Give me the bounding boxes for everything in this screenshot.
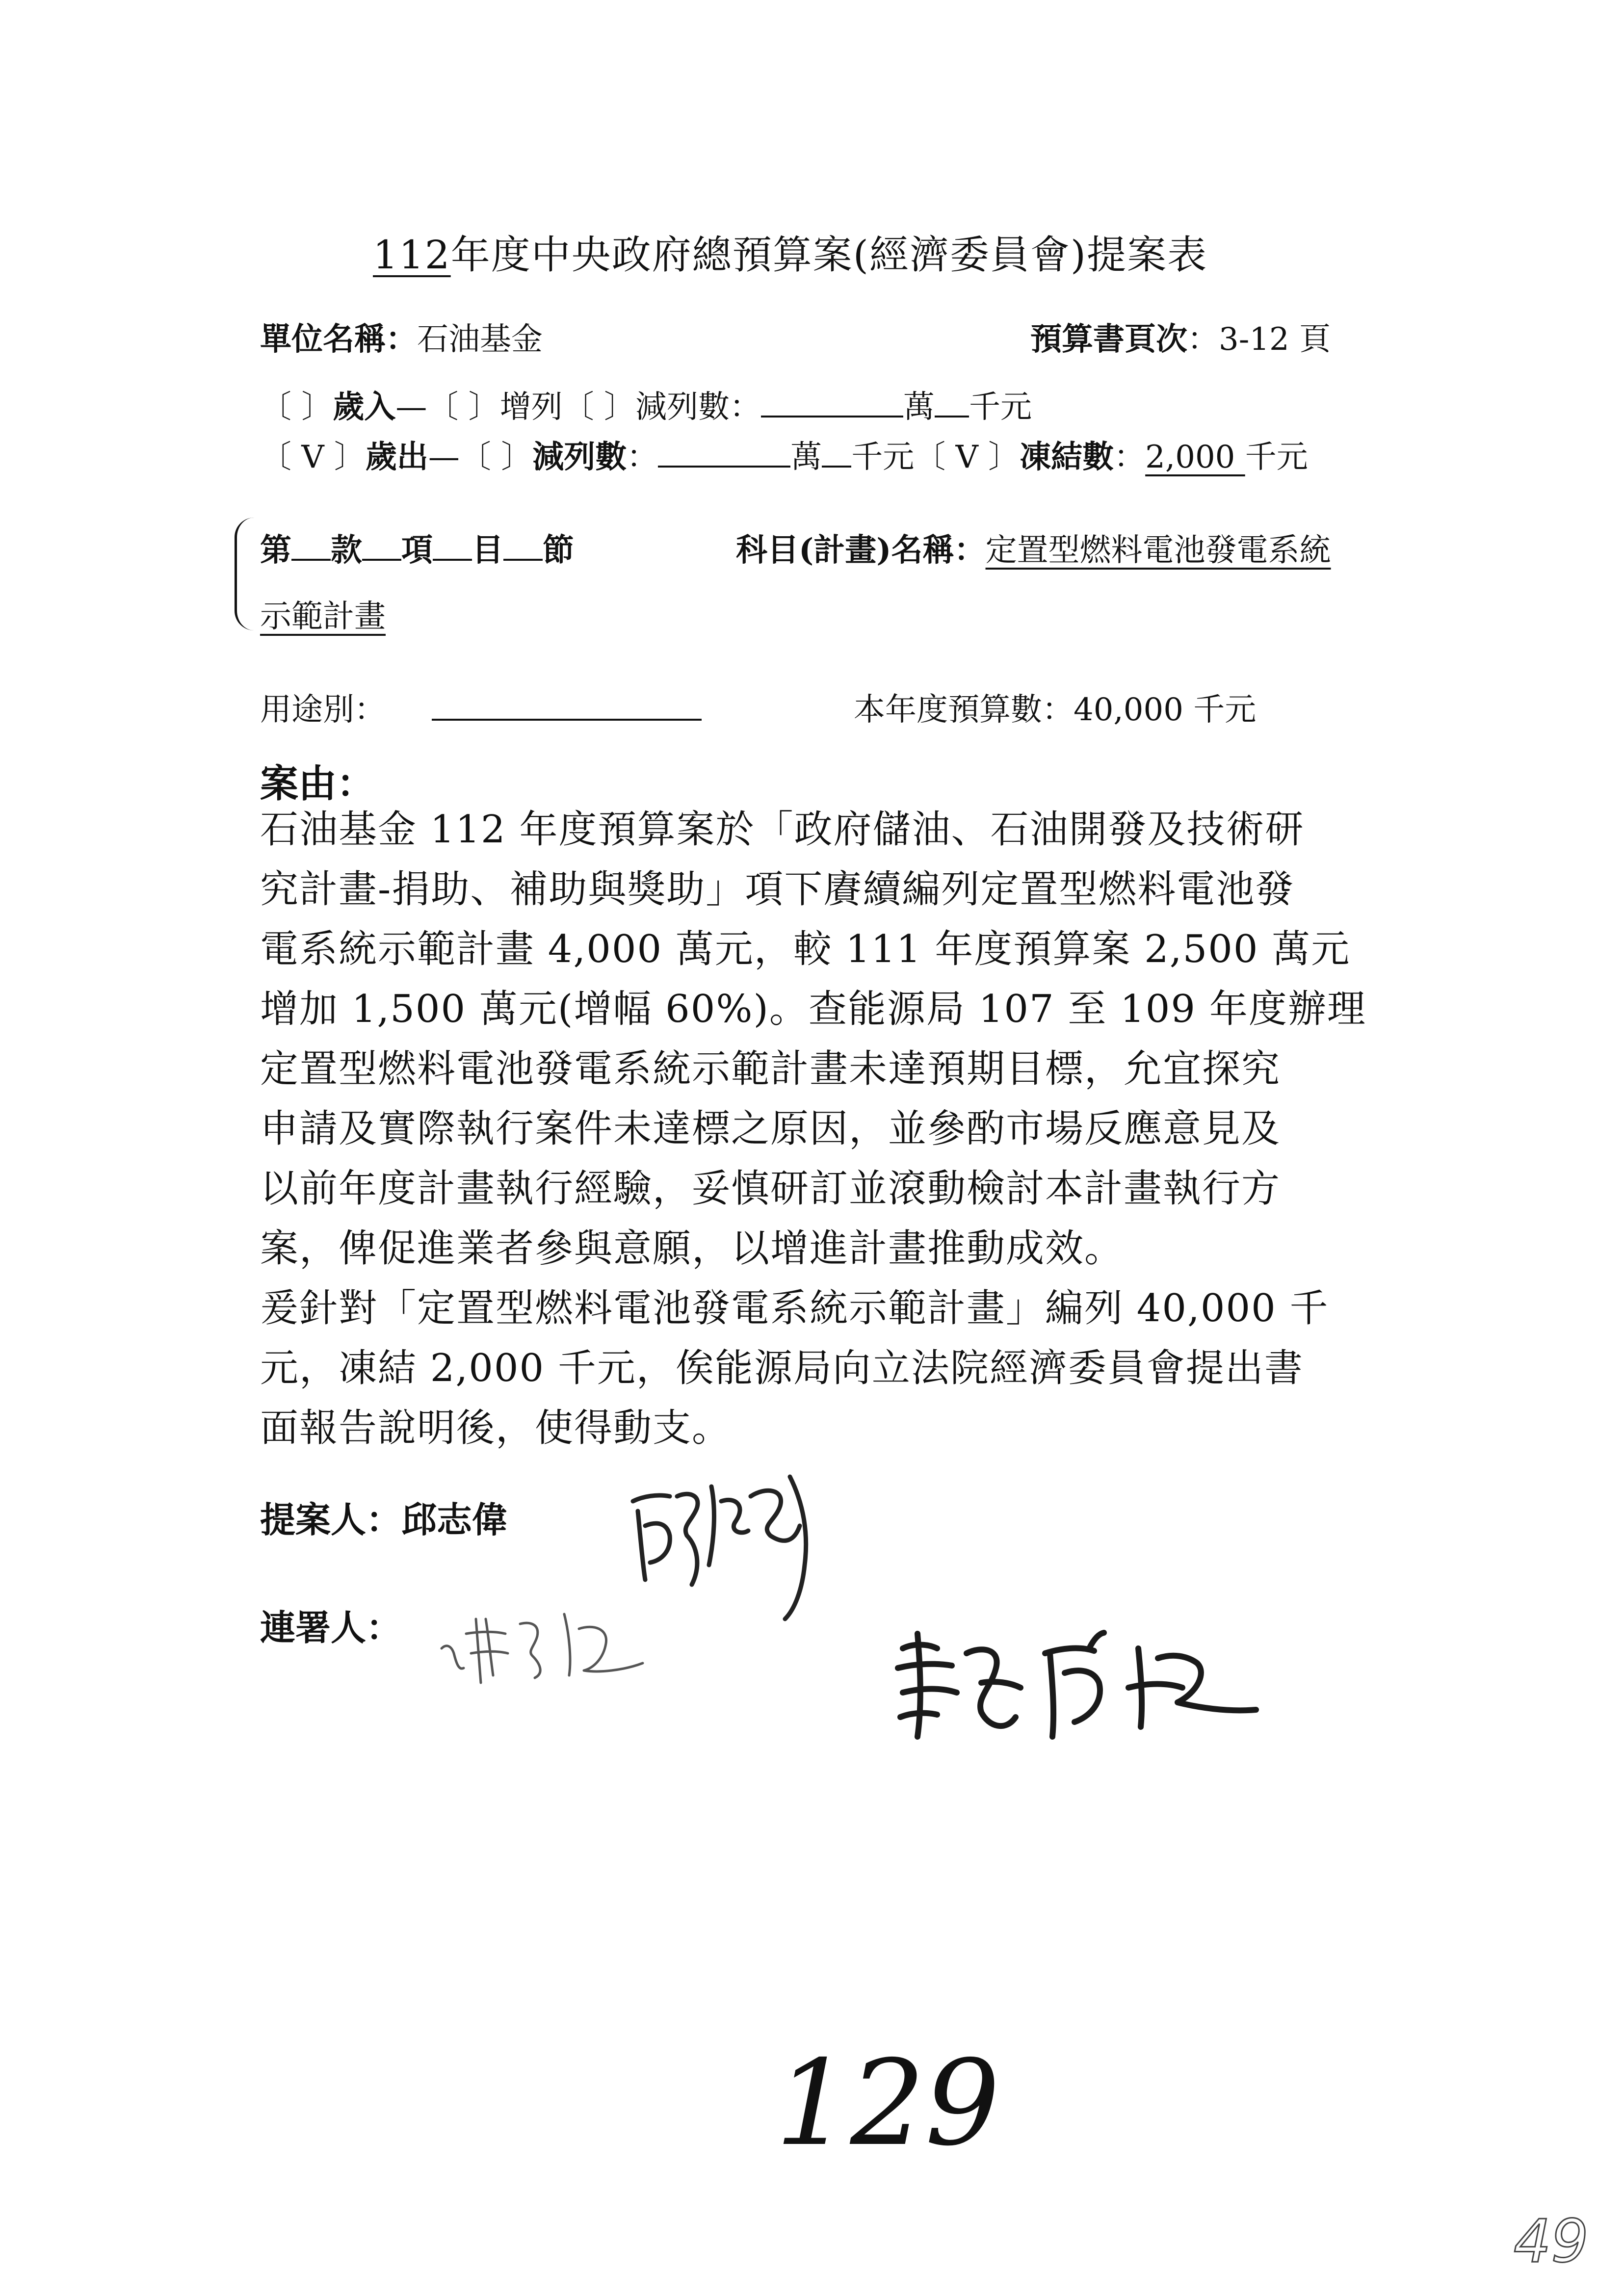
current-budget-text: 本年度預算數：40,000 千元 xyxy=(854,692,1257,728)
proposer-label: 提案人： xyxy=(260,1499,402,1540)
corner-page-number-text: 49 xyxy=(1514,2208,1589,2276)
corner-page-number xyxy=(1511,2203,1609,2281)
expense-decrease-checkbox: 〔 〕 xyxy=(459,439,533,475)
title-year: 112 xyxy=(373,232,451,278)
subject-name-continuation xyxy=(260,591,386,636)
reason-line: 面報告說明後，使得動支。 xyxy=(260,1406,732,1450)
decrease-checkbox: 〔 〕 xyxy=(562,389,636,425)
budget-page-ref xyxy=(1030,314,1331,359)
title-text: 年度中央政府總預算案(經濟委員會)提案表 xyxy=(450,232,1208,278)
freeze-unit: 千元 xyxy=(1245,439,1308,475)
subject-section-row xyxy=(260,525,574,570)
proposer-name: 邱志偉 xyxy=(401,1499,508,1540)
unit-value: 石油基金 xyxy=(417,321,543,358)
subject-bracket xyxy=(235,518,260,630)
proposer-row xyxy=(260,1491,507,1542)
expense-qian-blank xyxy=(822,437,851,468)
subject-name-line2: 示範計畫 xyxy=(260,599,386,635)
income-row xyxy=(260,382,1032,427)
expense-wan-blank xyxy=(658,437,790,468)
income-checkbox: 〔 〕 xyxy=(260,389,333,425)
cosigner-signature-2 xyxy=(883,1619,1266,1761)
expense-qianyuan-unit: 千元 xyxy=(851,439,915,475)
xiang-blank xyxy=(362,530,401,561)
increase-label: 增列 xyxy=(499,389,563,425)
freeze-label: 凍結數 xyxy=(1020,439,1114,475)
subject-kuan: 款 xyxy=(331,532,362,569)
cosigner-label: 連署人： xyxy=(260,1607,402,1648)
current-budget xyxy=(854,684,1256,730)
expense-decrease-label: 減列數 xyxy=(532,439,627,475)
reason-line: 增加 1,500 萬元(增幅 60%)。查能源局 107 至 109 年度辦理 xyxy=(260,987,1366,1031)
freeze-checkbox: 〔 V 〕 xyxy=(914,439,1020,475)
usage-blank xyxy=(432,719,702,721)
unit-label: 單位名稱： xyxy=(260,321,417,358)
subject-mu: 目 xyxy=(472,532,503,569)
kuan-blank xyxy=(291,530,331,561)
reason-line: 申請及實際執行案件未達標之原因，並參酌市場反應意見及 xyxy=(260,1107,1281,1151)
expense-label: 歲出 xyxy=(365,439,428,475)
reason-line: 案，俾促進業者參與意願，以增進計畫推動成效。 xyxy=(260,1226,1124,1271)
reason-line: 以前年度計畫執行經驗，妥慎研訂並滾動檢討本計畫執行方 xyxy=(260,1167,1281,1211)
income-label: 歲入 xyxy=(333,389,396,425)
reason-line: 電系統示範計畫 4,000 萬元，較 111 年度預算案 2,500 萬元 xyxy=(260,927,1351,971)
reason-line: 石油基金 112 年度預算案於「政府儲油、石油開發及技術研 xyxy=(260,808,1305,852)
decrease-label: 減列數： xyxy=(635,389,761,425)
income-dash: — xyxy=(395,389,427,425)
subject-name-row xyxy=(736,525,1331,570)
jie-blank xyxy=(503,530,543,561)
expense-decrease-colon: ： xyxy=(627,439,658,475)
increase-checkbox: 〔 〕 xyxy=(427,389,500,425)
reason-body xyxy=(260,800,1418,1458)
expense-row xyxy=(260,432,1308,477)
subject-name-label: 科目(計畫)名稱： xyxy=(736,532,986,569)
cosigner-row xyxy=(260,1599,401,1650)
cosigner-signature-1 xyxy=(437,1590,702,1688)
reason-line: 元，凍結 2,000 千元，俟能源局向立法院經濟委員會提出書 xyxy=(260,1346,1304,1390)
unit-row xyxy=(260,314,543,359)
budget-page-label: 預算書頁次 xyxy=(1030,321,1187,358)
reason-line: 定置型燃料電池發電系統示範計畫未達預期目標，允宜探究 xyxy=(260,1047,1281,1091)
handwritten-page-number-text: 129 xyxy=(775,2035,1000,2172)
freeze-value: 2,000 xyxy=(1145,439,1245,475)
usage-row xyxy=(260,684,386,730)
handwritten-page-number xyxy=(770,2031,1000,2172)
decrease-wan-blank xyxy=(761,387,903,417)
expense-wan-unit: 萬 xyxy=(790,439,822,475)
subject-name-line1: 定置型燃料電池發電系統 xyxy=(985,532,1331,569)
page-title xyxy=(373,223,1207,280)
decrease-qian-blank xyxy=(935,387,969,417)
reason-line: 爰針對「定置型燃料電池發電系統示範計畫」編列 40,000 千 xyxy=(260,1286,1329,1331)
usage-label: 用途別： xyxy=(260,692,386,728)
expense-dash: — xyxy=(428,439,460,475)
reason-line: 究計畫-捐助、補助與獎助」項下賡續編列定置型燃料電池發 xyxy=(260,867,1295,912)
subject-xiang: 項 xyxy=(401,532,433,569)
reason-heading: 案由： xyxy=(260,761,375,806)
qianyuan-unit: 千元 xyxy=(969,389,1032,425)
expense-checkbox: 〔 V 〕 xyxy=(260,439,366,475)
wan-unit: 萬 xyxy=(903,389,935,425)
budget-page-value: ：3-12 頁 xyxy=(1187,321,1331,358)
freeze-colon: ： xyxy=(1114,439,1146,475)
mu-blank xyxy=(433,530,472,561)
subject-di: 第 xyxy=(260,532,291,569)
subject-jie: 節 xyxy=(543,532,574,569)
